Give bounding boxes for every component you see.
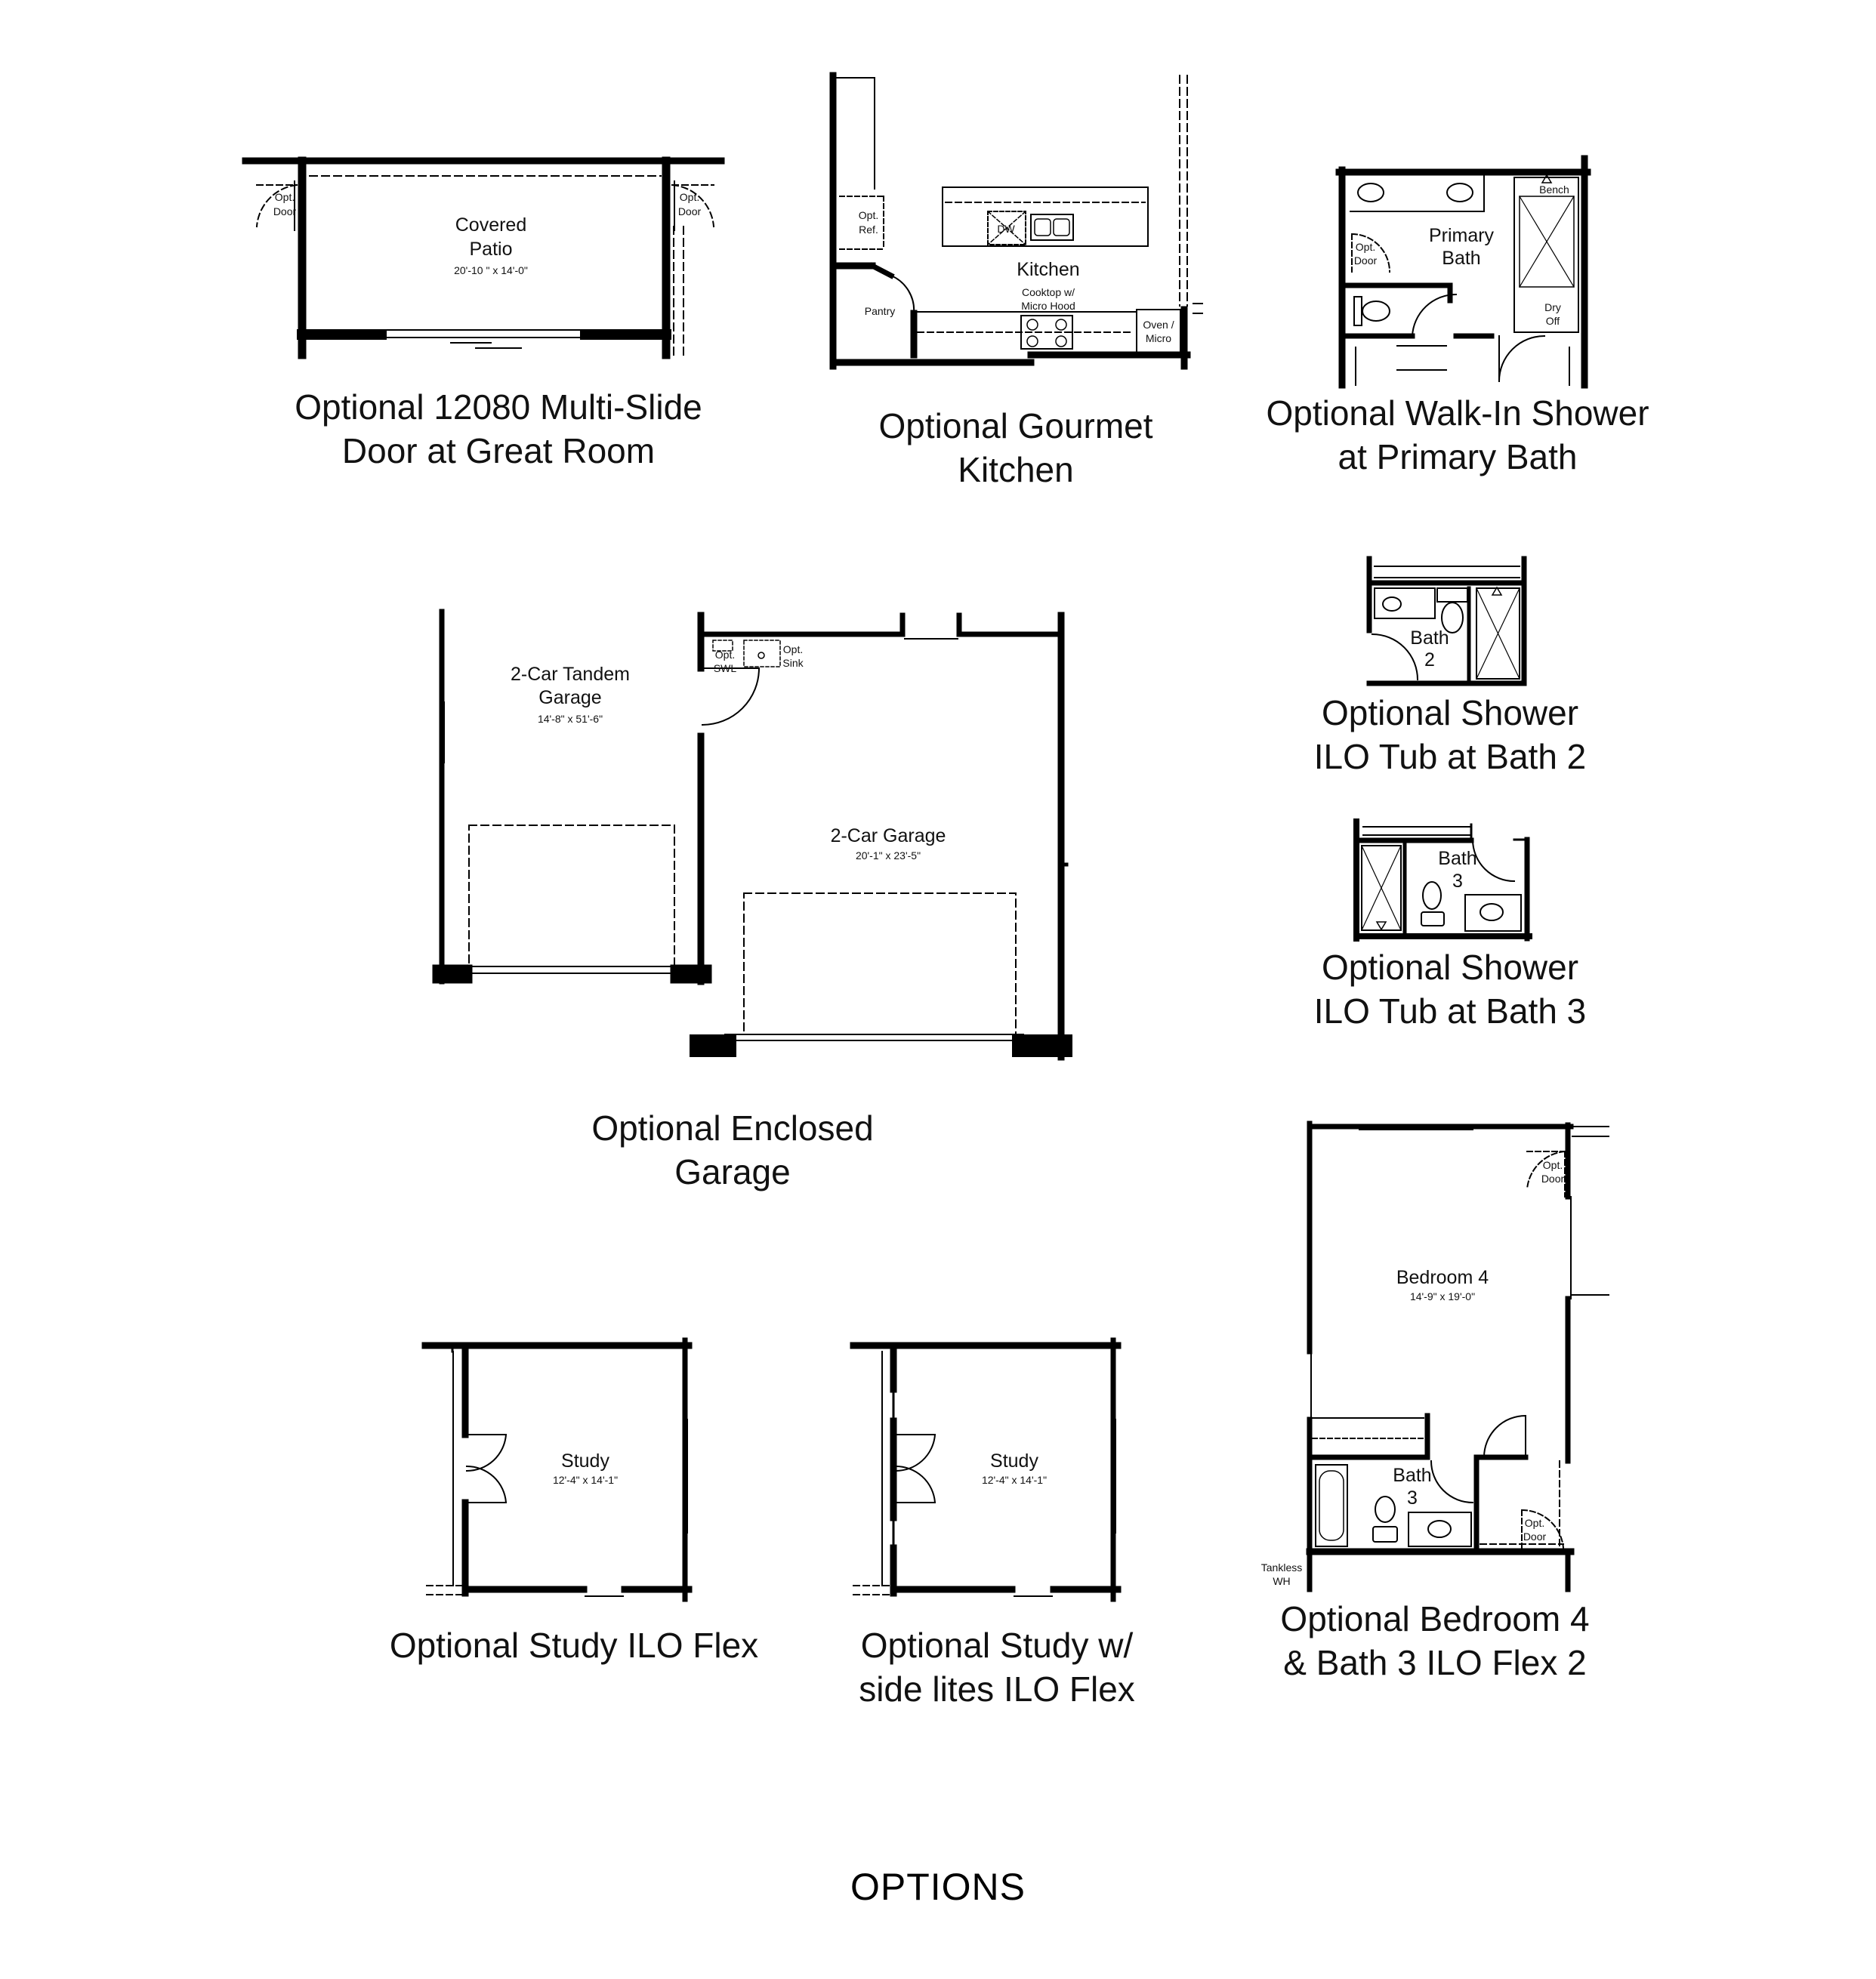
garage-caption-line1: Optional Enclosed (591, 1108, 874, 1148)
primary-bath-name-line1: Primary (1428, 225, 1495, 246)
bedroom4-opt-door-top-line1: Opt. (1542, 1159, 1563, 1171)
study1-caption (363, 1623, 785, 1667)
bath2-caption-line1: Optional Shower (1321, 693, 1579, 732)
bedroom4-caption-line1: Optional Bedroom 4 (1280, 1599, 1590, 1638)
study1-room-dimension: 12'-4" x 14'-1" (552, 1474, 619, 1486)
page-title: OPTIONS (850, 1866, 1026, 1908)
study2-caption-line1: Optional Study w/ (860, 1626, 1134, 1665)
bedroom4-caption (1246, 1597, 1624, 1685)
primary-bath-opt-door-line2: Door (1353, 254, 1378, 267)
bath2-name-line2: 2 (1424, 649, 1435, 670)
bedroom4-opt-door-top-line2: Door (1541, 1173, 1565, 1185)
garage-opt-swl-line1: Opt. (714, 649, 736, 661)
study2-plan (853, 1340, 1118, 1599)
study2-caption (816, 1623, 1178, 1711)
bedroom4-room-dimension: 14'-9" x 19'-0" (1409, 1290, 1476, 1302)
bath2-plan (1369, 559, 1524, 683)
patio-caption-line2: Door at Great Room (341, 431, 656, 470)
bedroom4-opt-door-bottom-line2: Door (1523, 1530, 1547, 1543)
bedroom4-caption-line2: & Bath 3 ILO Flex 2 (1283, 1643, 1587, 1682)
tandem-garage-name-line1: 2-Car Tandem (511, 664, 630, 685)
bath2-caption (1269, 691, 1631, 778)
bedroom4-tankless-line2: WH (1273, 1575, 1291, 1587)
garage-room-name: 2-Car Garage (830, 825, 946, 846)
bath3-caption-line1: Optional Shower (1321, 948, 1579, 987)
primary-bath-dry-off-line2: Off (1545, 315, 1560, 327)
primary-bath-caption (1239, 391, 1677, 479)
primary-bath-caption-line2: at Primary Bath (1338, 437, 1578, 476)
primary-bath-dry-off-line1: Dry (1544, 301, 1561, 313)
kitchen-caption (831, 404, 1201, 492)
garage-room-dimension: 20'-1" x 23'-5" (855, 849, 921, 862)
kitchen-cooktop-line1: Cooktop w/ (1021, 286, 1075, 298)
bath3-name-line1: Bath (1438, 848, 1477, 869)
bedroom4-opt-door-bottom-line1: Opt. (1524, 1517, 1545, 1529)
garage-opt-sink-line2: Sink (782, 657, 804, 669)
study2-caption-line2: side lites ILO Flex (859, 1669, 1135, 1709)
patio-opt-door-left-line2: Door (273, 205, 297, 217)
bedroom4-tankless-line1: Tankless (1260, 1561, 1303, 1574)
patio-opt-door-right-line1: Opt. (679, 191, 700, 203)
patio-room-name-line2: Patio (469, 239, 513, 260)
bedroom4-plan (1310, 1124, 1609, 1589)
study1-plan (425, 1340, 689, 1599)
study2-room-dimension: 12'-4" x 14'-1" (981, 1474, 1048, 1486)
study1-room-name: Study (561, 1450, 609, 1472)
patio-caption (249, 385, 748, 473)
bath3-caption-line2: ILO Tub at Bath 3 (1313, 991, 1587, 1031)
study1-caption-line1: Optional Study ILO Flex (389, 1626, 759, 1665)
bedroom4-room-name: Bedroom 4 (1396, 1267, 1489, 1288)
garage-opt-swl-line2: SWL (713, 662, 737, 674)
kitchen-opt-ref-line2: Ref. (859, 223, 878, 236)
primary-bath-opt-door-line1: Opt. (1355, 241, 1376, 253)
patio-room-dimension: 20'-10 " x 14'-0" (454, 264, 528, 276)
kitchen-room-name: Kitchen (1017, 259, 1080, 280)
kitchen-pantry-label: Pantry (864, 305, 896, 317)
patio-opt-door-right-line2: Door (677, 205, 702, 217)
kitchen-dw-label: DW (997, 223, 1015, 235)
bath3-caption (1269, 945, 1631, 1033)
bath3-plan (1356, 822, 1529, 939)
kitchen-caption-line2: Kitchen (958, 450, 1074, 489)
garage-caption-line2: Garage (674, 1152, 791, 1191)
tandem-garage-dimension: 14'-8" x 51'-6" (537, 713, 603, 725)
kitchen-caption-line1: Optional Gourmet (878, 406, 1153, 445)
garage-opt-sink-line1: Opt. (782, 643, 804, 655)
bath2-caption-line2: ILO Tub at Bath 2 (1313, 737, 1587, 776)
bath3-name-line2: 3 (1452, 871, 1463, 892)
tandem-garage-name-line2: Garage (538, 687, 602, 708)
garage-caption (544, 1106, 921, 1194)
patio-opt-door-left-line1: Opt. (274, 191, 295, 203)
kitchen-opt-ref-line1: Opt. (858, 209, 879, 221)
bath2-name-line1: Bath (1410, 627, 1449, 649)
patio-room-name-line1: Covered (455, 214, 527, 236)
primary-bath-name-line2: Bath (1442, 248, 1481, 269)
primary-bath-bench-label: Bench (1539, 183, 1569, 196)
bedroom4-bath-name-line2: 3 (1407, 1487, 1418, 1509)
primary-bath-caption-line1: Optional Walk-In Shower (1266, 393, 1649, 433)
bedroom4-bath-name-line1: Bath (1393, 1465, 1432, 1486)
kitchen-oven-line2: Micro (1145, 332, 1172, 344)
kitchen-oven-line1: Oven / (1143, 319, 1174, 331)
study2-room-name: Study (990, 1450, 1038, 1472)
kitchen-cooktop-line2: Micro Hood (1021, 300, 1075, 312)
patio-caption-line1: Optional 12080 Multi-Slide (295, 387, 702, 427)
